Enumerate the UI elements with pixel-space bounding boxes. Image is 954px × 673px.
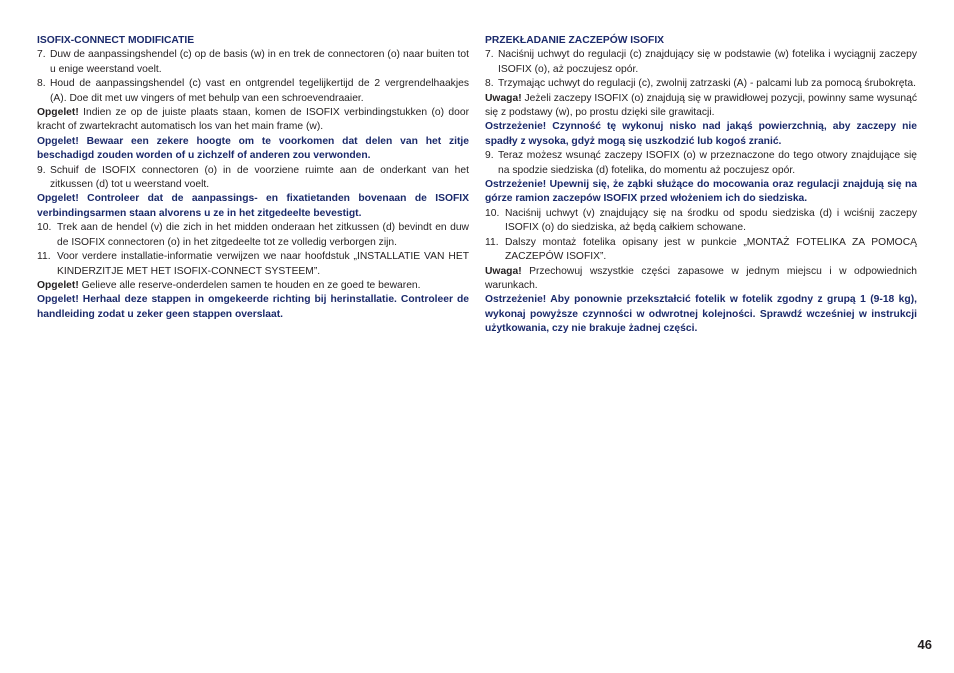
list-item xyxy=(485,77,917,91)
note-paragraph xyxy=(37,279,469,293)
list-item xyxy=(37,48,469,77)
warning-paragraph: Ostrzeżenie! Czynność tę wykonuj nisko nad jakąś powierzchnią, aby zaczepy nie spadły z wysoka, gdyż mogą się uszkodzić lub kogoś zranić. xyxy=(485,121,917,147)
item-text: Teraz możesz wsunąć zaczepy ISOFIX (o) w przeznaczone do tego otwory znajdujące się na spodzie siedziska (d) fotelika, do momentu aż poczujesz opór. xyxy=(498,150,917,176)
note-label: Uwaga! xyxy=(485,265,522,277)
note-text: Przechowuj wszystkie części zapasowe w jednym miejscu i w odpowiednich warunkach. xyxy=(485,265,917,291)
list-item xyxy=(37,250,469,279)
item-number: 9. xyxy=(37,164,46,176)
item-number: 10. xyxy=(37,222,52,234)
item-text: Naciśnij uchwyt do regulacji (c) znajdujący się w podstawie (w) fotelika i wyciągnij zaczepy ISOFIX (o), aż poczujesz opór. xyxy=(498,49,917,75)
note-label: Opgelet! xyxy=(37,279,79,291)
note-paragraph xyxy=(485,265,917,294)
item-number: 11. xyxy=(485,236,499,248)
list-item xyxy=(485,236,917,265)
list-item xyxy=(485,207,917,236)
note-label: Uwaga! xyxy=(485,92,522,104)
list-item xyxy=(485,48,917,77)
warning-paragraph: Opgelet! Bewaar een zekere hoogte om te voorkomen dat delen van het zitje beschadigd zouden worden of u zichzelf of anderen zou verwonden. xyxy=(37,135,469,162)
note-text: Gelieve alle reserve-onderdelen samen te houden en ze goed te bewaren. xyxy=(78,279,421,291)
item-text: Duw de aanpassingshendel (c) op de basis (w) in en trek de connectoren (o) naar buiten tot u enige weerstand voelt. xyxy=(50,49,469,75)
item-number: 7. xyxy=(485,49,494,61)
item-text: Trzymając uchwyt do regulacji (c), zwolnij zatrzaski (A) - palcami lub za pomocą śrubokręta. xyxy=(498,78,916,90)
item-number: 8. xyxy=(37,78,46,90)
item-number: 8. xyxy=(485,78,494,90)
item-text: Schuif de ISOFIX connectoren (o) in de voorziene ruimte aan de onderkant van het zitkussen (d) tot u weerstand voelt. xyxy=(50,164,469,191)
warning-paragraph: Opgelet! Controleer dat de aanpassings- en fixatietanden bovenaan de ISOFIX verbindingsarmen staan alvorens u ze in het zitgedeelte bevestigt. xyxy=(37,193,469,219)
section-heading: ISOFIX-CONNECT MODIFICATIE xyxy=(37,35,195,46)
item-text: Houd de aanpassingshendel (c) vast en ontgrendel tegelijkertijd de 2 vergrendelhaakjes (A). Doe dit met uw vingers of met behulp van een schroevendraaier. xyxy=(50,78,469,104)
item-number: 11. xyxy=(37,251,51,263)
warning-paragraph: Ostrzeżenie! Upewnij się, że ząbki służące do mocowania oraz regulacji znajdują się na górze ramion zaczepów ISOFIX przed włożeniem ich do siedziska. xyxy=(485,179,917,205)
warning-paragraph: Ostrzeżenie! Aby ponownie przekształcić fotelik w fotelik zgodny z grupą 1 (9-18 kg), wykonaj powyższe czynności w odwrotnej kolejności. Sprawdź wcześniej w instrukcji użytkowania, czy nie brakuje żadnej części. xyxy=(485,294,917,335)
item-number: 7. xyxy=(37,49,46,61)
warning-paragraph: Opgelet! Herhaal deze stappen in omgekeerde richting bij herinstallatie. Controleer de handleiding zodat u zeker geen stappen overslaat. xyxy=(37,294,469,320)
note-label: Opgelet! xyxy=(37,107,79,119)
note-paragraph xyxy=(485,92,917,121)
list-item xyxy=(37,164,469,193)
note-text: Jeżeli zaczepy ISOFIX (o) znajdują się w prawidłowej pozycji, powinny same wysunąć się z podstawy (w), po prostu dzięki sile grawitacji. xyxy=(485,92,917,119)
list-item xyxy=(37,221,469,250)
item-text: Naciśnij uchwyt (v) znajdujący się na środku od spodu siedziska (d) i wciśnij zaczepy ISOFIX (o) do siedziska, aż będą całkiem schowane. xyxy=(505,207,917,234)
item-number: 10. xyxy=(485,207,500,219)
note-text: Indien ze op de juiste plaats staan, komen de ISOFIX verbindingstukken (o) door kracht of zwartekracht automatisch los van het main frame (w). xyxy=(37,107,469,133)
page-number: 46 xyxy=(917,637,932,652)
item-text: Dalszy montaż fotelika opisany jest w punkcie „MONTAŻ FOTELIKA ZA POMOCĄ ZACZEPÓW ISOFIX”. xyxy=(505,236,917,263)
item-number: 9. xyxy=(485,150,494,162)
item-text: Voor verdere installatie-informatie verwijzen we naar hoofdstuk „INSTALLATIE VAN HET KINDERZITJE MET HET ISOFIX-CONNECT SYSTEEM”. xyxy=(57,251,469,277)
list-item xyxy=(37,77,469,106)
item-text: Trek aan de hendel (v) die zich in het midden onderaan het zitkussen (d) bevindt en duw de ISOFIX connectoren (o) in het zitgedeelte tot ze volledig verborgen zijn. xyxy=(57,222,469,248)
list-item xyxy=(485,149,917,178)
section-heading: PRZEKŁADANIE ZACZEPÓW ISOFIX xyxy=(485,35,665,46)
note-paragraph xyxy=(37,106,469,135)
right-column xyxy=(485,34,917,337)
left-column xyxy=(37,34,469,322)
